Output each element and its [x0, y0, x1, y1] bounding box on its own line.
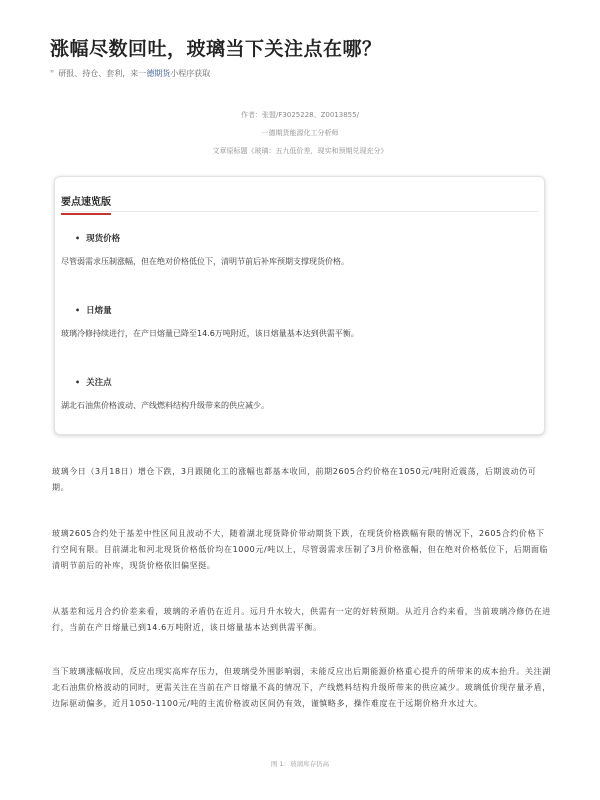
- bullet-icon: •: [75, 378, 81, 387]
- author-role: 一德期货能源化工分析师: [261, 129, 339, 137]
- summary-item-text: 湖北石油焦价格波动、产线燃料结构升级带来的供应减少。: [61, 401, 269, 410]
- promo-app-link[interactable]: 德期货: [146, 69, 171, 78]
- body-paragraph: 当下玻璃涨幅收回，反应出现实高库存压力，但玻璃受外围影响弱，未能反应出后期能源价格重心提升的所带来的成本抬升。关注湖北石油焦价格波动的同时，更需关注在当前在产日熔量不高的情况下，产线燃料结构升级所带来的供应减少。玻璃低价现存量矛盾，边际驱动偏多，近月1050-1100元/吨的主流价格波动区间仍有效，谨慎略多，操作难度在于远期价格升水过大。: [52, 667, 551, 708]
- summary-card: [54, 176, 545, 435]
- summary-item-label: • 日熔量: [75, 306, 112, 316]
- promo-line: [50, 68, 210, 79]
- body-paragraph: 玻璃2605合约处于基差中性区间且波动不大，随着湖北现货降价带动期货下跌，在现货价格跌幅有限的情况下，2605合约价格下行空间有限。目前湖北和河北现货价格低价均在1000元/吨以上，尽管弱需求压制了3月价格涨幅，但在绝对价格低位下，后期面临清明节前后的补库，现货价格依旧偏坚挺。: [52, 529, 549, 570]
- quote-icon: ❞: [50, 69, 55, 78]
- summary-item-label: • 现货价格: [75, 234, 121, 244]
- author-line: 作者：张盟/F3025228、Z0013855/: [241, 111, 359, 119]
- promo-prefix: 研报、持仓、套利，来一: [58, 69, 147, 78]
- figure-caption: 图 1：玻璃库存仍高: [270, 760, 330, 768]
- bullet-icon: •: [75, 234, 81, 243]
- article-title: 涨幅尽数回吐，玻璃当下关注点在哪？: [50, 38, 382, 60]
- promo-suffix: 小程序获取: [170, 69, 211, 78]
- body-paragraph: 从基差和远月合约价差来看，玻璃的矛盾仍在近月。远月升水较大，供需有一定的好转预期。从近月合约来看，当前玻璃冷修仍在进行，当前在产日熔量已到14.6万吨附近，该日熔量基本达到供需平衡。: [52, 607, 551, 632]
- summary-item-text: 玻璃冷修持续进行，在产日熔量已降至14.6万吨附近，该日熔量基本达到供需平衡。: [61, 329, 359, 338]
- summary-item-label: • 关注点: [75, 378, 112, 388]
- summary-heading: 要点速览版: [61, 193, 111, 215]
- bullet-icon: •: [75, 306, 81, 315]
- summary-divider: [61, 211, 538, 212]
- body-paragraph: 玻璃今日（3月18日）增仓下跌，3月跟随化工的涨幅也都基本收回，前期2605合约价格在1050元/吨附近震荡，后期波动仍可期。: [52, 467, 537, 492]
- original-title: 文章原标题《玻璃：五九低价差，现实和预期兑现充分》: [212, 147, 388, 155]
- summary-item-text: 尽管弱需求压制涨幅，但在绝对价格低位下，清明节前后补库预期支撑现货价格。: [61, 257, 349, 266]
- author-info: [0, 106, 600, 160]
